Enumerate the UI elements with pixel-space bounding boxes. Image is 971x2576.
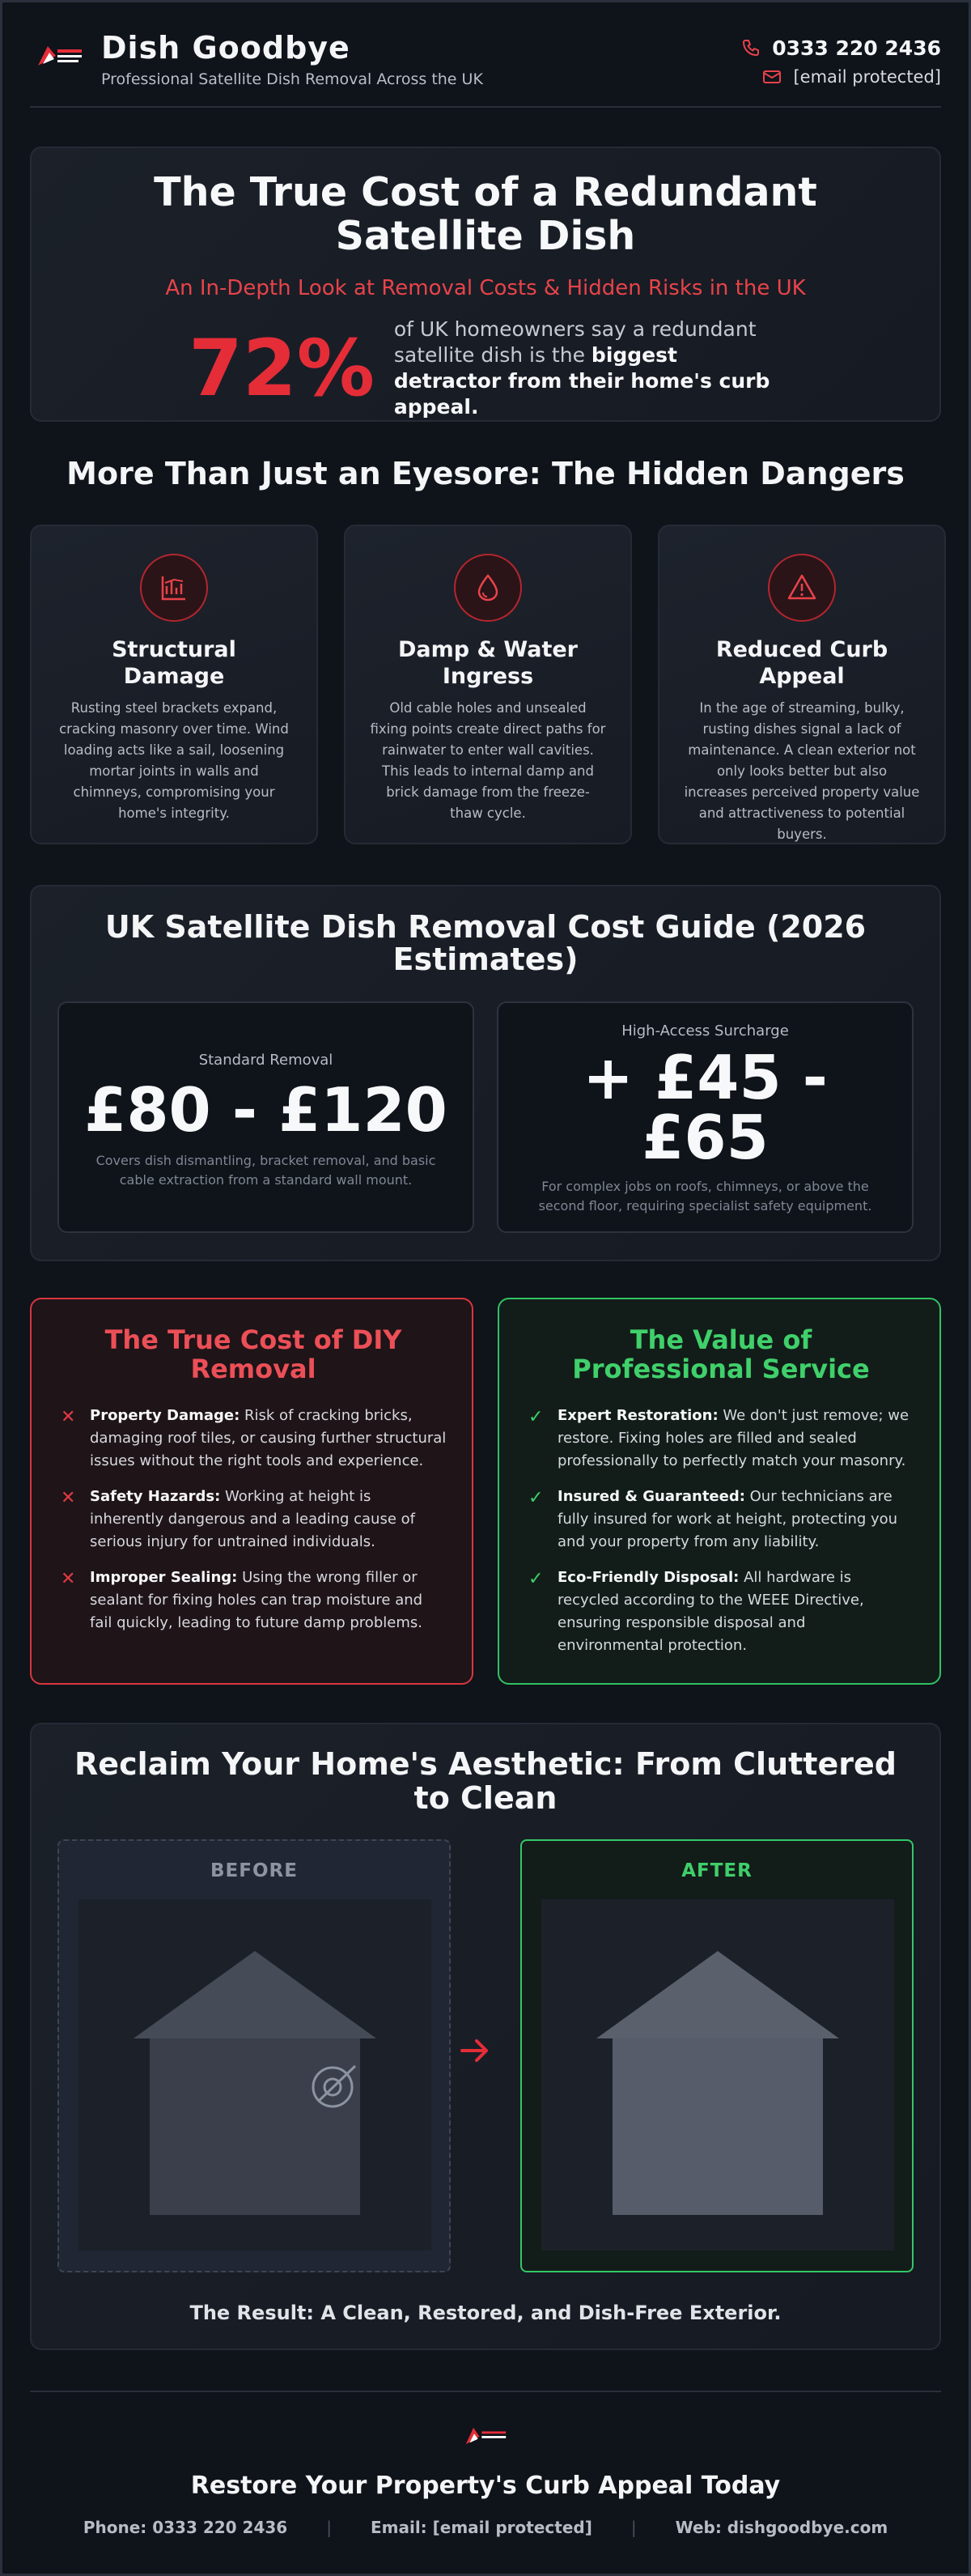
footer-contact-row (30, 2518, 941, 2537)
list-item (59, 1405, 447, 1473)
hero-title: The True Cost of a Redundant Satellite Dish (154, 169, 817, 259)
diy-risk-card (30, 1298, 473, 1685)
satellite-dish-logo-icon[interactable] (35, 41, 83, 70)
item-text: Our technicians are fully insured for work at height, protecting you and your property from any liability. (558, 1488, 898, 1550)
site-footer (30, 2391, 941, 2576)
danger-card-text: In the age of streaming, bulky, rusting dishes signal a lack of maintenance. A clean exterior not only looks better but also increases perceived property value and attractiveness to potential buyers. (684, 700, 920, 842)
footer-cta: Restore Your Property's Curb Appeal Today (190, 2472, 781, 2500)
stat-text-pre: of UK homeowners say a redundant satellite dish is the (393, 317, 757, 367)
danger-card-text: Rusting steel brackets expand, cracking masonry over time. Wind loading acts like a sail, loosening mortar joints in walls and chimneys, compromising your home's integrity. (59, 700, 289, 821)
warning-triangle-icon (786, 572, 818, 604)
surcharge-price-box (497, 1001, 914, 1233)
mail-icon (762, 67, 782, 87)
before-label: BEFORE (210, 1860, 298, 1881)
footer-email[interactable]: Email: [email protected] (370, 2518, 592, 2537)
arrow-right-icon (459, 2036, 491, 2065)
cross-icon: ✕ (61, 1488, 76, 1508)
stat-text (394, 317, 782, 420)
header-email[interactable]: [email protected] (793, 67, 941, 87)
brand-block (101, 30, 483, 88)
danger-card-title: Reduced Curb Appeal (715, 637, 888, 689)
item-text: We don't just remove; we restore. Fixing holes are filled and sealed professionally to perfectly match your masonry. (558, 1407, 910, 1469)
cross-icon: ✕ (61, 1569, 76, 1589)
after-label: AFTER (681, 1860, 753, 1881)
danger-icon-ring (140, 554, 208, 622)
footer-logo-icon[interactable] (463, 2425, 508, 2447)
water-drop-icon (472, 572, 504, 604)
standard-desc: Covers dish dismantling, bracket removal, and basic cable extraction from a standard wall mount. (95, 1153, 436, 1188)
check-icon: ✓ (528, 1488, 544, 1508)
after-panel (520, 1839, 914, 2272)
standard-price-box (57, 1001, 474, 1233)
item-bold: Property Damage: (90, 1407, 240, 1424)
before-after-title: Reclaim Your Home's Aesthetic: From Cluttered to Clean (74, 1746, 897, 1816)
item-text: All hardware is recycled according to the WEEE Directive, ensuring responsible disposal and environmental protection. (558, 1569, 864, 1654)
list-item (59, 1566, 447, 1634)
hero-stat (32, 317, 939, 420)
surcharge-label: High-Access Surcharge (621, 1022, 789, 1039)
footer-separator: | (326, 2518, 332, 2537)
list-item (527, 1405, 915, 1473)
before-after-card (30, 1723, 941, 2350)
standard-label: Standard Removal (198, 1052, 333, 1069)
dangers-title: More Than Just an Eyesore: The Hidden Dangers (66, 456, 905, 491)
danger-icon-ring (768, 554, 836, 622)
list-item (59, 1486, 447, 1554)
pro-title: The Value of Professional Service (572, 1324, 870, 1384)
after-scene (541, 1899, 894, 2251)
site-header (30, 2, 941, 108)
danger-card-text: Old cable holes and unsealed fixing points create direct paths for rainwater to enter wall cavities. This leads to internal damp and brick damage from the freeze-thaw cycle. (370, 700, 606, 821)
hero-subtitle: An In-Depth Look at Removal Costs & Hidden Risks in the UK (165, 276, 806, 300)
footer-phone[interactable]: Phone: 0333 220 2436 (83, 2518, 288, 2537)
before-scene (78, 1899, 431, 2251)
chart-damage-icon (158, 572, 190, 604)
item-text: Using the wrong filler or sealant for fixing holes can trap moisture and fail quickly, leading to future damp problems. (90, 1569, 423, 1631)
diy-list (59, 1405, 447, 1634)
footer-separator: | (630, 2518, 637, 2537)
before-panel (57, 1839, 451, 2272)
cost-guide-card (30, 885, 941, 1261)
danger-card-title: Structural Damage (112, 637, 236, 689)
danger-card-curb (658, 525, 946, 844)
phone-icon (741, 38, 761, 57)
check-icon: ✓ (528, 1569, 544, 1589)
item-bold: Expert Restoration: (558, 1407, 719, 1424)
hero-card (30, 147, 941, 422)
header-phone-row[interactable] (741, 33, 941, 62)
item-text: Working at height is inherently dangerous and a leading cause of serious injury for untrained individuals. (90, 1488, 415, 1550)
pro-list (527, 1405, 915, 1657)
cross-icon: ✕ (61, 1407, 76, 1427)
surcharge-desc: For complex jobs on roofs, chimneys, or above the second floor, requiring specialist safety equipment. (538, 1179, 872, 1214)
header-phone[interactable]: 0333 220 2436 (772, 36, 941, 60)
cost-guide-title: UK Satellite Dish Removal Cost Guide (2026 Estimates) (104, 909, 867, 977)
item-bold: Insured & Guaranteed: (558, 1488, 745, 1505)
stat-text-bold: biggest detractor from their home's curb appeal. (393, 343, 770, 419)
surcharge-price: + £45 - £65 (583, 1042, 828, 1173)
standard-price: £80 - £120 (84, 1074, 447, 1146)
danger-icon-ring (454, 554, 522, 622)
header-email-row[interactable] (741, 62, 941, 91)
check-icon: ✓ (528, 1407, 544, 1427)
item-bold: Safety Hazards: (90, 1488, 221, 1505)
stat-value: 72% (189, 323, 375, 414)
diy-title: The True Cost of DIY Removal (104, 1324, 402, 1384)
list-item (527, 1486, 915, 1554)
brand-tagline: Professional Satellite Dish Removal Across the UK (101, 70, 483, 88)
danger-card-title: Damp & Water Ingress (397, 637, 578, 689)
dangers-grid (30, 525, 941, 844)
footer-web[interactable]: Web: dishgoodbye.com (675, 2518, 888, 2537)
clean-house-illustration (541, 1899, 894, 2251)
item-text: Risk of cracking bricks, damaging roof tiles, or causing further structural issues without the right tools and experience. (90, 1407, 447, 1469)
item-bold: Improper Sealing: (90, 1569, 238, 1586)
header-contact (741, 33, 941, 91)
brand-name: Dish Goodbye (101, 30, 350, 66)
danger-card-structural (30, 525, 318, 844)
item-bold: Eco-Friendly Disposal: (558, 1569, 740, 1586)
pro-value-card (498, 1298, 941, 1685)
house-with-dish-illustration (78, 1899, 431, 2251)
list-item (527, 1566, 915, 1657)
result-text: The Result: A Clean, Restored, and Dish-Free Exterior. (189, 2302, 782, 2324)
page-wrapper (30, 2, 941, 2537)
danger-card-damp (344, 525, 632, 844)
